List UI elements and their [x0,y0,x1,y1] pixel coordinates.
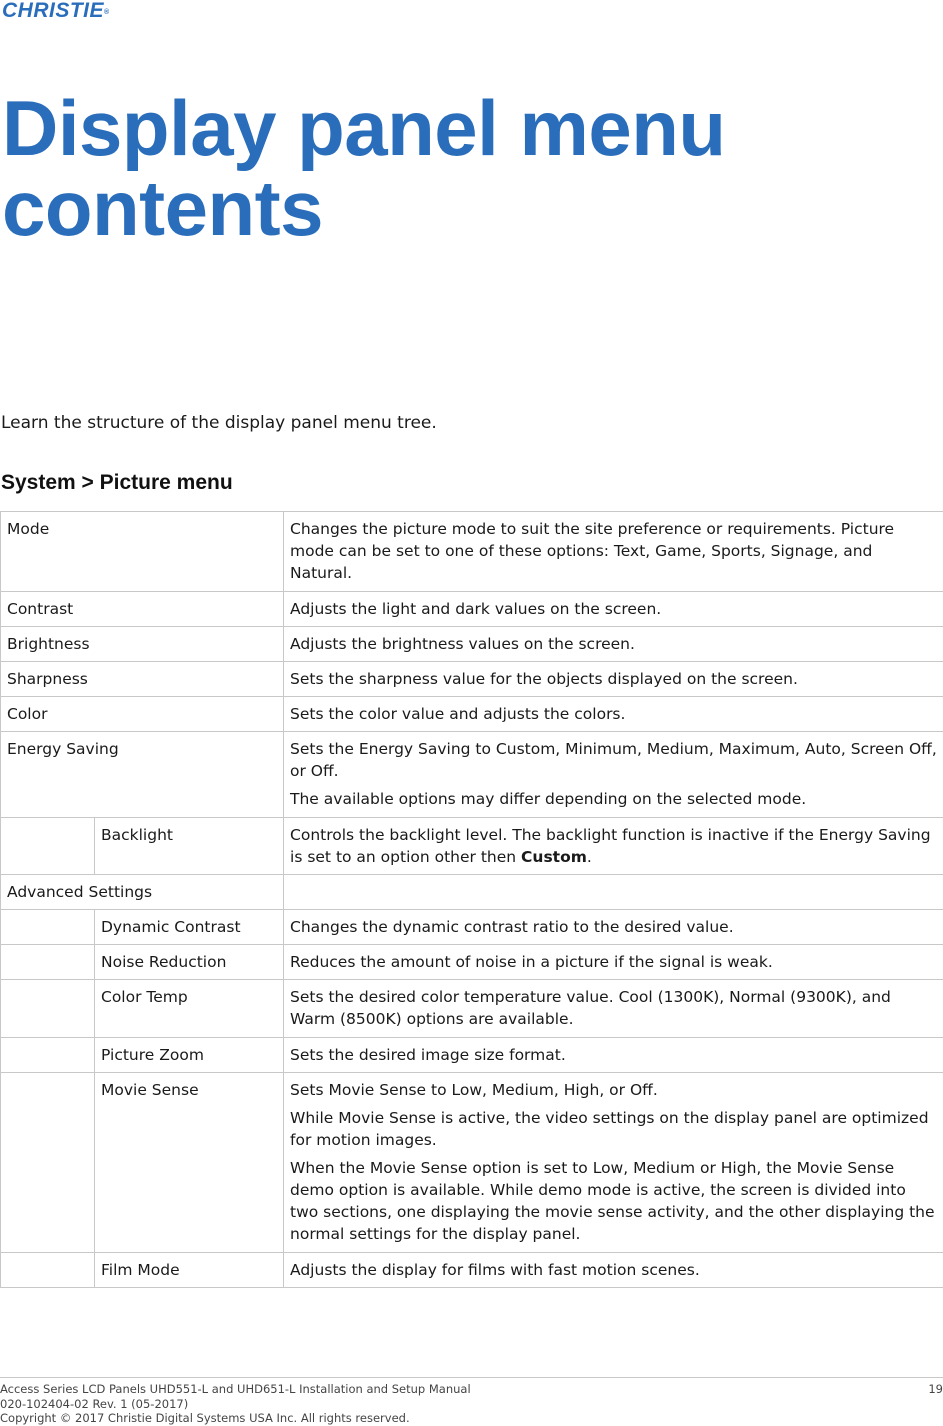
table-row [1,910,943,945]
menu-item-description: Adjusts the light and dark values on the screen. [284,592,943,627]
menu-item-description: Sets the desired image size format. [284,1038,943,1073]
menu-item-description: Adjusts the brightness values on the screen. [284,627,943,662]
page-title [2,88,726,248]
menu-item-label: Energy Saving [1,732,284,818]
footer-manual-title: Access Series LCD Panels UHD551-L and UHD651-L Installation and Setup Manual [0,1382,943,1397]
indent-cell [1,1253,95,1288]
menu-item-description: Changes the picture mode to suit the site preference or requirements. Picture mode can be set to one of these options: Text, Game, Sports, Signage, and Natural. [284,512,943,592]
menu-group-label: Advanced Settings [1,875,284,910]
table-row [1,875,943,910]
menu-item-description [284,732,943,818]
menu-item-label: Sharpness [1,662,284,697]
table-row [1,1253,943,1288]
indent-cell [1,980,95,1038]
table-row [1,1073,943,1253]
submenu-item-label: Film Mode [95,1253,284,1288]
table-row [1,1038,943,1073]
description-text: . [587,848,592,866]
menu-item-label: Color [1,697,284,732]
footer-copyright: Copyright © 2017 Christie Digital Systems USA Inc. All rights reserved. [0,1411,943,1426]
menu-item-description: Sets the sharpness value for the objects displayed on the screen. [284,662,943,697]
table-row [1,627,943,662]
table-row [1,592,943,627]
description-bold-text: Custom [521,848,587,866]
empty-cell [284,875,943,910]
description-paragraph: The available options may differ depending on the selected mode. [290,788,937,810]
menu-item-label: Mode [1,512,284,592]
description-paragraph: While Movie Sense is active, the video settings on the display panel are optimized for motion images. [290,1107,937,1151]
christie-logo [2,0,110,22]
page-title-line-1: Display panel menu [2,84,726,172]
table-row [1,980,943,1038]
table-row [1,662,943,697]
submenu-item-label: Dynamic Contrast [95,910,284,945]
menu-item-description [284,1073,943,1253]
page-footer [0,1377,943,1426]
intro-text: Learn the structure of the display panel menu tree. [1,412,437,434]
description-paragraph: When the Movie Sense option is set to Low, Medium or High, the Movie Sense demo option is available. While demo mode is active, the screen is divided into two sections, one displaying the movie sense activity, and the other displaying the normal settings for the display panel. [290,1157,937,1245]
brand-name: CHRISTIE [2,0,104,22]
indent-cell [1,945,95,980]
registered-mark: ® [104,9,110,16]
table-row [1,512,943,592]
table-row [1,818,943,875]
table-row [1,945,943,980]
submenu-item-label: Color Temp [95,980,284,1038]
menu-item-description: Changes the dynamic contrast ratio to the desired value. [284,910,943,945]
menu-item-description [284,818,943,875]
table-row [1,697,943,732]
indent-cell [1,910,95,945]
submenu-item-label: Movie Sense [95,1073,284,1253]
menu-item-label: Contrast [1,592,284,627]
submenu-item-label: Picture Zoom [95,1038,284,1073]
page-title-line-2: contents [2,164,323,252]
menu-item-description: Adjusts the display for films with fast motion scenes. [284,1253,943,1288]
footer-document-number: 020-102404-02 Rev. 1 (05-2017) [0,1397,943,1412]
section-heading: System > Picture menu [1,470,233,496]
submenu-item-label: Noise Reduction [95,945,284,980]
menu-item-description: Reduces the amount of noise in a picture if the signal is weak. [284,945,943,980]
indent-cell [1,818,95,875]
menu-item-description: Sets the color value and adjusts the colors. [284,697,943,732]
description-paragraph: Sets the Energy Saving to Custom, Minimum, Medium, Maximum, Auto, Screen Off, or Off. [290,738,937,782]
indent-cell [1,1073,95,1253]
indent-cell [1,1038,95,1073]
menu-item-label: Brightness [1,627,284,662]
menu-item-description: Sets the desired color temperature value. Cool (1300K), Normal (9300K), and Warm (8500K) options are available. [284,980,943,1038]
table-row [1,732,943,818]
page-number: 19 [928,1382,943,1397]
picture-menu-table [0,511,943,1288]
submenu-item-label: Backlight [95,818,284,875]
description-text: Controls the backlight level. The backlight function is inactive if the Energy Saving is set to an option other then [290,826,931,866]
description-paragraph: Sets Movie Sense to Low, Medium, High, or Off. [290,1079,937,1101]
